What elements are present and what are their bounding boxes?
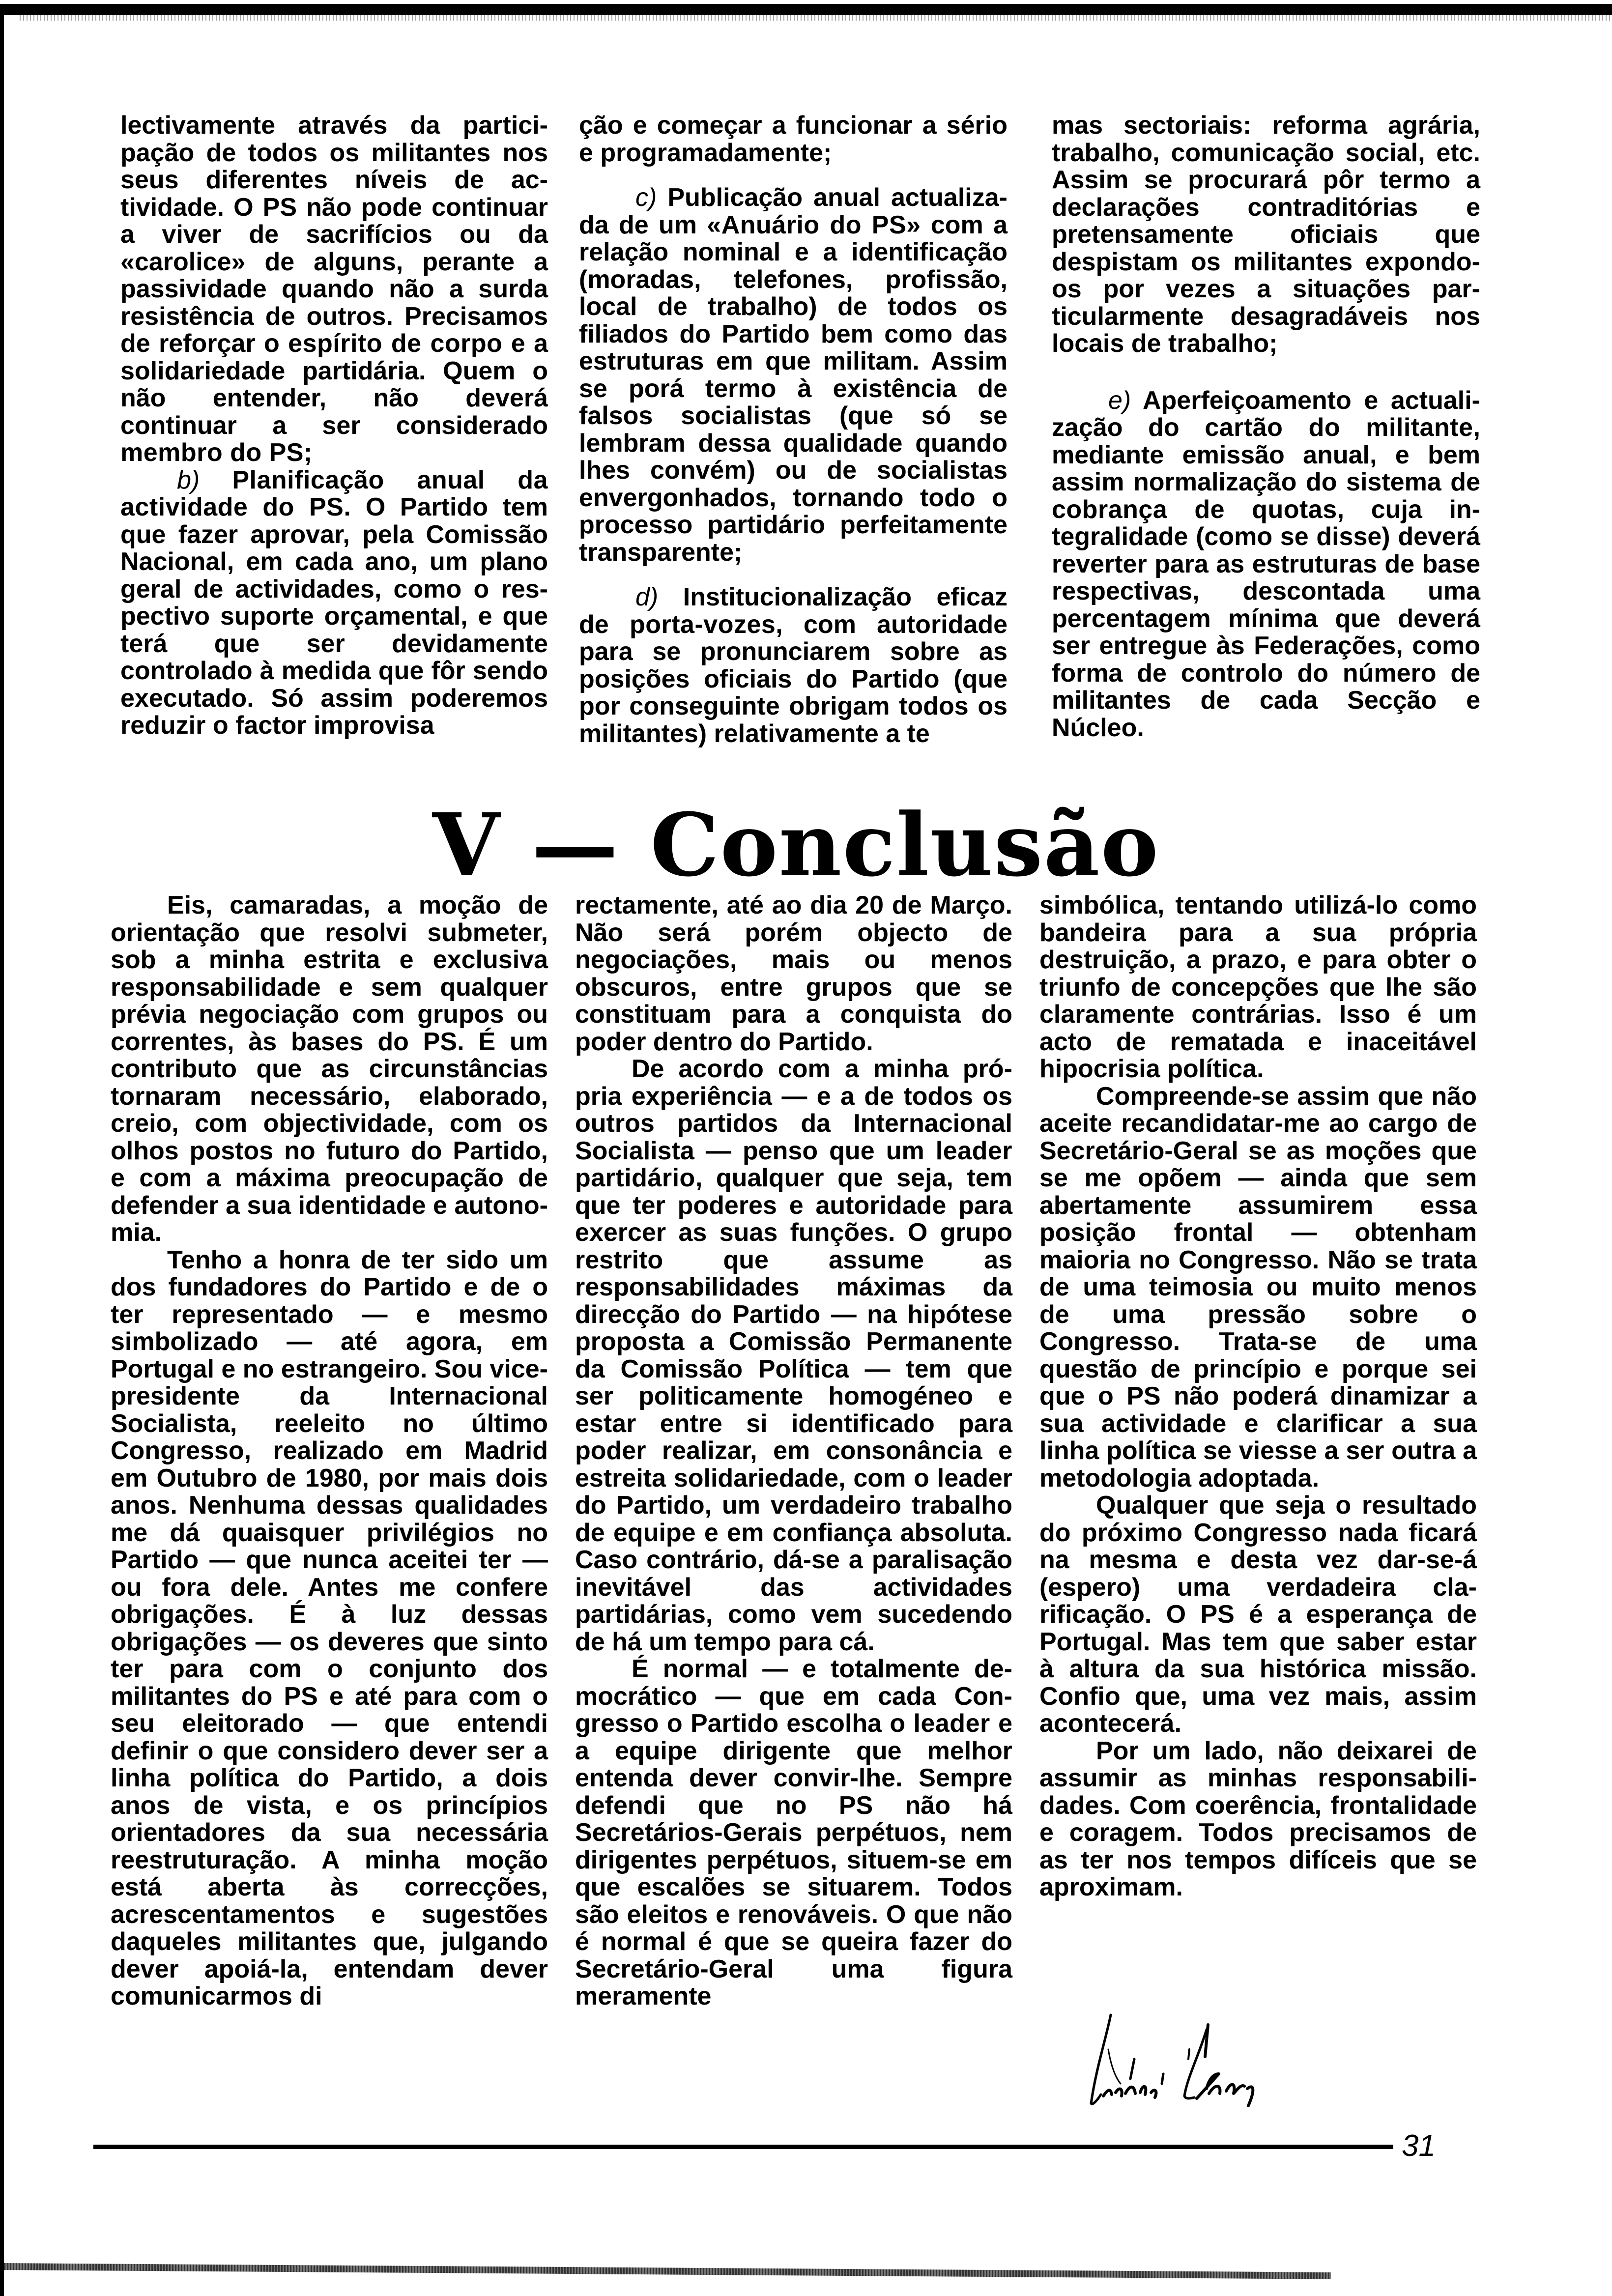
paragraph: simbólica, tentando utilizá-lo como bandeira para a sua própria destruição, a prazo, e para obter o triunfo de concepções que lhe são claramente contrárias. Isso é um acto de rematada e inaceitável hipocrisia política.	[1039, 891, 1477, 1083]
list-item-c: c) Publicação anual actualizada de um «Anuário do PS» com a relação nominal e a identificação (moradas, telefones, profissão, local de trabalho) de todos os filiados do Partido bem como das estruturas em que militam. Assim se porá termo à existência de falsos socialistas (que só se lembram dessa qualidade quando lhes convém) ou de socialistas envergonhados, tornando todo o processo partidário perfeitamente transparente;	[579, 183, 1008, 567]
paragraph: De acordo com a minha própria experiência — e a de todos os outros partidos da Internacional Socialista — penso que um leader partidário, qualquer que seja, tem que ter poderes e autoridade para exercer as suas funções. O grupo restrito que assume as responsabilidades máximas da direcção do Partido — na hipótese proposta a Comissão Permanente da Comissão Política — tem que ser politicamente homogéneo e estar entre si identificado para poder realizar, em consonância e estreita solidariedade, com o leader do Partido, um verdadeiro trabalho de equipe e em confiança absoluta. Caso contrário, dá-se a paralisação inevitável das actividades partidárias, como vem sucedendo de há um tempo para cá.	[575, 1055, 1012, 1656]
scan-noise-top	[20, 15, 1612, 21]
scan-border-bottom	[4, 2263, 1331, 2279]
paragraph: Qualquer que seja o resultado do próximo Congresso nada ficará na mesma e desta vez dar-se-á (espero) uma verdadeira clarificação. O PS é a esperança de Portugal. Mas tem que saber estar à altura da sua histórica missão. Confio que, uma vez mais, assim acontecerá.	[1039, 1491, 1477, 1738]
bold-term: porta-vozes	[629, 610, 776, 639]
list-label: e)	[1108, 386, 1131, 415]
list-item-b: b) Planificação anual da actividade do PS. O Partido tem que fazer aprovar, pela Comissão Nacional, em cada ano, um plano geral de actividades, como o respectivo suporte orçamental, e que terá que ser devidamente controlado à medida que fôr sendo executado. Só assim poderemos reduzir o factor improvisa	[120, 465, 548, 740]
paragraph: mas sectoriais: reforma agrária, trabalho, comunicação social, etc. Assim se procurará pôr termo a declarações contraditórias e pretensamente oficiais que despistam os militantes expondo-os por vezes a situações particularmente desagradáveis nos locais de trabalho;	[1052, 111, 1480, 358]
bold-term: cartão do militante	[1205, 413, 1473, 442]
paragraph: Compreende-se assim que não aceite recandidatar-me ao cargo de Secretário-Geral se as moções que se me opõem — ainda que sem abertamente assumirem essa posição frontal — obtenham maioria no Congresso. Não se trata de uma teimosia ou muito menos de uma pressão sobre o Congresso. Trata-se de uma questão de princípio e porque sei que o PS não poderá dinamizar a sua actividade e clarificar a sua linha política se viesse a ser outra a metodologia adoptada.	[1039, 1082, 1477, 1492]
bold-term: espírito de corpo	[288, 329, 503, 358]
list-label: b)	[177, 465, 200, 494]
bold-term: membro do PS	[120, 438, 304, 467]
bold-term: «Anuário do PS»	[707, 210, 921, 239]
paragraph: lectivamente através da participação de todos os militantes nos seus diferentes níveis de actividade. O PS não pode continuar a viver de sacrifícios ou da «carolice» de alguns, perante a passividade quando não a surda resistência de outros. Precisamos de reforçar o espírito de corpo e a solidariedade partidária. Quem o não entender, não deverá continuar a ser considerado membro do PS;	[120, 111, 548, 467]
footer-rule	[93, 2145, 1393, 2149]
bottom-column-2	[575, 892, 1012, 2010]
paragraph: rectamente, até ao dia 20 de Março. Não será porém objecto de negociações, mais ou menos obscuros, entre grupos que se constituam para a conquista do poder dentro do Partido.	[575, 891, 1012, 1056]
list-item-e: e) Aperfeiçoamento e actualização do cartão do militante, mediante emissão anual, e bem assim normalização do sistema de cobrança de quotas, cuja integralidade (como se disse) deverá reverter para as estruturas de base respectivas, descontada uma percentagem mínima que deverá ser entregue às Federações, como forma de controlo do número de militantes de cada Secção e Núcleo.	[1052, 386, 1481, 742]
bold-term: leader partidário	[575, 1136, 1012, 1192]
signature-icon	[1062, 2010, 1415, 2108]
paragraph: Eis, camaradas, a moção de orientação que resolvi submeter, sob a minha estrita e exclusiva responsabilidade e sem qualquer prévia negociação com grupos ou correntes, às bases do PS. É um contributo que as circunstâncias tornaram necessário, elaborado, creio, com objectividade, com os olhos postos no futuro do Partido, e com a máxima preocupação de defender a sua identidade e autonomia.	[111, 891, 548, 1247]
list-label: c)	[635, 183, 657, 212]
bold-term: Planificação anual da actividade do PS.	[120, 465, 548, 521]
scan-border-left	[0, 4, 4, 2296]
paragraph: Tenho a honra de ter sido um dos fundadores do Partido e de o ter representado — e mesmo simbolizado — até agora, em Portugal e no estrangeiro. Sou vice-presidente da Internacional Socialista, reeleito no último Congresso, realizado em Madrid em Outubro de 1980, por mais dois anos. Nenhuma dessas qualidades me dá quaisquer privilégios no Partido — que nunca aceitei ter — ou fora dele. Antes me confere obrigações. É à luz dessas obrigações — os deveres que sinto ter para com o conjunto dos militantes do PS e até para com o seu eleitorado — que entendi definir o que considero dever ser a linha política do Partido, a dois anos de vista, e os princípios orientadores da sua necessária reestruturação. A minha moção está aberta às correcções, acrescentamentos e sugestões daqueles militantes que, julgando dever apoiá-la, entendam dever comunicarmos di	[111, 1245, 548, 2010]
paragraph: Por um lado, não deixarei de assumir as minhas responsabilidades. Com coerência, frontalidade e coragem. Todos precisamos de as ter nos tempos difíceis que se aproximam.	[1039, 1736, 1477, 1901]
top-column-3	[1052, 112, 1480, 742]
paragraph: ção e começar a funcionar a sério e programadamente;	[579, 111, 1008, 167]
top-column-1	[120, 112, 548, 740]
paragraph: É normal — e totalmente democrático — que em cada Congresso o Partido escolha o leader e a equipe dirigente que melhor entenda dever convir-lhe. Sempre defendi que no PS não há Secretários-Gerais perpétuos, nem dirigentes perpétuos, situem-se em que escalões se situarem. Todos são eleitos e renováveis. O que não é normal é que se queira fazer do Secretário-Geral uma figura meramente	[575, 1655, 1012, 2010]
top-column-2	[579, 112, 1008, 747]
section-heading: V — Conclusão	[432, 794, 1160, 896]
bottom-column-1	[111, 892, 548, 2010]
bold-term: leader	[913, 1709, 990, 1738]
list-item-d: d) Institucionalização eficaz de porta-vozes, com autoridade para se pronunciarem sobre as posições oficiais do Partido (que por conseguinte obrigam todos os militantes) relativamente a te	[579, 583, 1008, 748]
list-label: d)	[635, 583, 659, 611]
bottom-column-3	[1039, 892, 1477, 1901]
bold-term: cobrança de quotas	[1052, 495, 1337, 524]
scan-border-top	[0, 4, 1612, 15]
page-number: 31	[1402, 2129, 1436, 2163]
